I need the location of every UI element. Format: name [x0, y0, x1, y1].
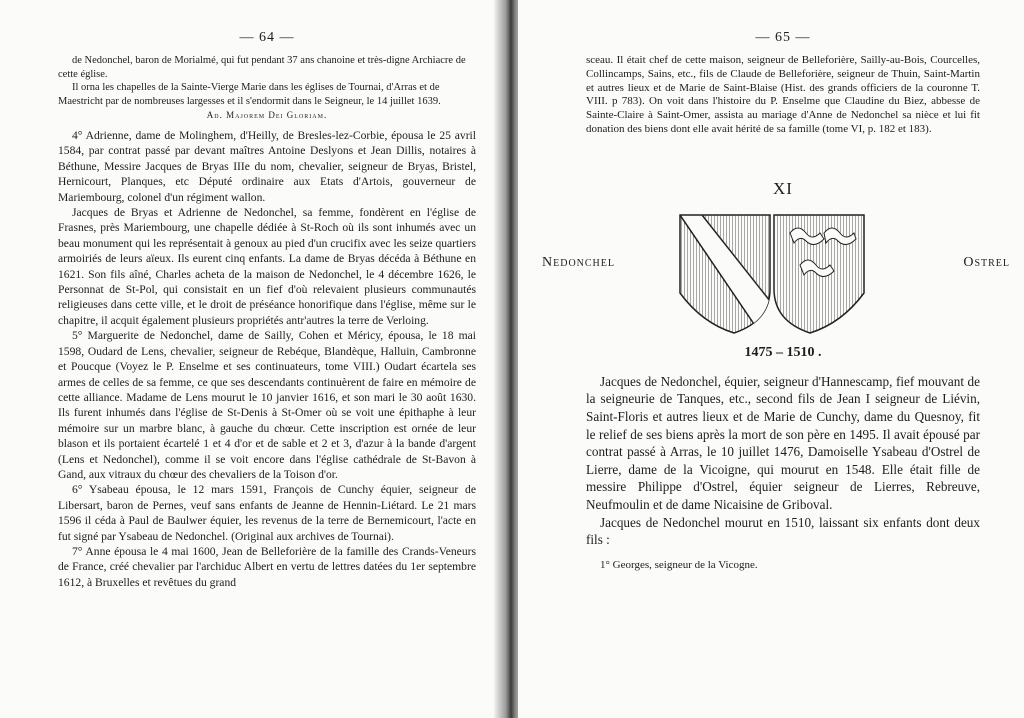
list-item-georges: 1° Georges, seigneur de la Vicogne.: [600, 558, 758, 571]
chapter-number: XI: [773, 178, 793, 198]
paragraph-bryas: Jacques de Bryas et Adrienne de Nedonchel, sa femme, fondèrent en l'église de Frasnes, près Mariembourg, une chapelle dédiée à St-Roch où ils sont inhumés avec un beau monument qui les représentait à genoux au pied d'un crucifix avec les seize quartiers armoiriés de leurs aïeux. Ils eurent cinq enfants. La dame de Bryas décéda à Béthune en 1621. Son fils aîné, Charles acheta de la maison de Nedonchel, le 4 décembre 1626, le Personnat de St-Pol, qui consistait en un fief d'où relevaient plusieurs communautés religieuses dans cette ville, et le droit de préséance honorifique dans l'église, même sur le chapitre, il acquit également plusieurs propriétés antr'autres la terre de Verloing.: [58, 206, 476, 327]
paragraph-adrienne: 4° Adrienne, dame de Molinghem, d'Heilly, de Bresles-lez-Corbie, épousa le 25 avril 1584, par contrat passé par devant maîtres Antoine Deslyons et Jean Dillis, notaires à Béthune, Messire Jacques de Bryas IIIe du nom, chevalier, seigneur de Bryas, Bristel, Hernicourt, Planques, etc Député ordinaire aux Etats d'Artois, gouverneur de Mariembourg, colonel d'un régiment wallon.: [58, 129, 476, 204]
page-number-right: — 65 —: [755, 30, 811, 45]
arms-label-ostrel: Ostrel: [963, 254, 1010, 270]
coat-of-arms-section: [542, 209, 1010, 339]
paragraph-ysabeau: 6° Ysabeau épousa, le 12 mars 1591, François de Cunchy équier, seigneur de Libersart, baron de Pernes, veuf sans enfants de Jeanne de Hennin-Liétard. Le 21 mars 1596 il céda à Paul de Baulwer équier, les revenus de la terre de Bernemicourt, l'acte en fut signé par Ysabeau de Nedonchel. (Original aux archives de Tournai).: [58, 483, 476, 543]
left-body: [58, 128, 476, 590]
arms-label-nedonchel: Nedonchel: [542, 254, 615, 270]
right-body: [586, 373, 980, 549]
coat-of-arms-icon: [672, 209, 872, 337]
paragraph-death: Jacques de Nedonchel mourut en 1510, laissant six enfants dont deux fils :: [586, 514, 980, 548]
top-paragraph: sceau. Il était chef de cette maison, seigneur de Belleforière, Sailly-au-Bois, Courcelles, Collincamps, Sains, etc., fils de Claude de Belleforière, seigneur de Thuin, Saint-Martin et autres lieux et de Marie de Saint-Blaise (Hist. des grands officiers de la couronne T. VIII. p 783). On voit dans l'histoire du P. Enselme que Claudine du Biez, abbesse de Sainte-Claire à Saint-Omer, assista au mariage d'Anne de Nedonchel sa nièce et lui fit donation des biens dont elle avait hérité de sa famille (tome VI, p. 182 et 183).: [586, 54, 980, 135]
paragraph-anne: 7° Anne épousa le 4 mai 1600, Jean de Belleforière de la famille des Crands-Veneurs de France, créé chevalier par l'archiduc Albert en vertu de lettres datées du 1er septembre 1612, à Bruxelles et revêtues du grand: [58, 544, 476, 589]
page-number-left: — 64 —: [239, 30, 295, 45]
paragraph-jacques: Jacques de Nedonchel, équier, seigneur d'Hannescamp, fief mouvant de la seigneurie de Tanques, etc., second fils de Jean I seigneur de Liévin, Saint-Floris et autres lieux et de Marie de Cunchy, dame du Quesnoy, fit le relief de ses biens après la mort de son père en 1495. Il avait épousé par contrat passé à Arras, le 10 juillet 1476, Damoiselle Ysabeau d'Ostrel de Lierre, dame de la Vicoigne, qui mourut en 1548. Elle était fille de messire Philippe d'Ostrel, équier seigneur de Lierres, Rebreuve, Neufmoulin et de dame Nicaisine de Griboval.: [586, 373, 980, 512]
right-page: [518, 0, 1024, 718]
motto: Ad. Majorem Dei Gloriam.: [206, 110, 328, 120]
intro-text-1: de Nedonchel, baron de Morialmé, qui fut pendant 37 ans chanoine et très-digne Archiacre de cette église.: [58, 55, 466, 80]
intro-text-2: Il orna les chapelles de la Sainte-Vierge Marie dans les églises de Tournai, d'Arras et de Maestricht par de nombreuses largesses et il s'endormit dans le Seigneur, le 14 juillet 1639.: [58, 82, 441, 107]
chapter-dates: 1475 – 1510 .: [744, 344, 822, 360]
paragraph-marguerite: 5° Marguerite de Nedonchel, dame de Sailly, Cohen et Méricy, épousa, le 18 mai 1598, Oudard de Lens, chevalier, seigneur de Rebéque, Blandèque, Halluin, Cambronne et Poucque (Voyez le P. Enselme et ses continuateurs, tome VIII.) Oudart écartela ses armes de celles de sa femme, ce que ses descendants continuèrent de faire en mémoire de cette alliance. Madame de Lens mourut le 10 janvier 1616, et son mari le 30 août 1630. Ils furent inhumés dans l'église de St-Denis à St-Omer où se voit une épithaphe à leur mémoire sur un marbre blanc, à gauche du chœur. Cette inscription est ornée de leur blason et ils portaient écartelé 1 et 4 d'or et de sable et 2 et 3, d'azur à la bande d'argent (Lens et Nedonchel), comme il se voit encore dans l'église cathédrale de St-Bavon à Gand, aux vitraux du chœur des chevaliers de la Toison d'or.: [58, 329, 476, 481]
left-page: [0, 0, 506, 718]
